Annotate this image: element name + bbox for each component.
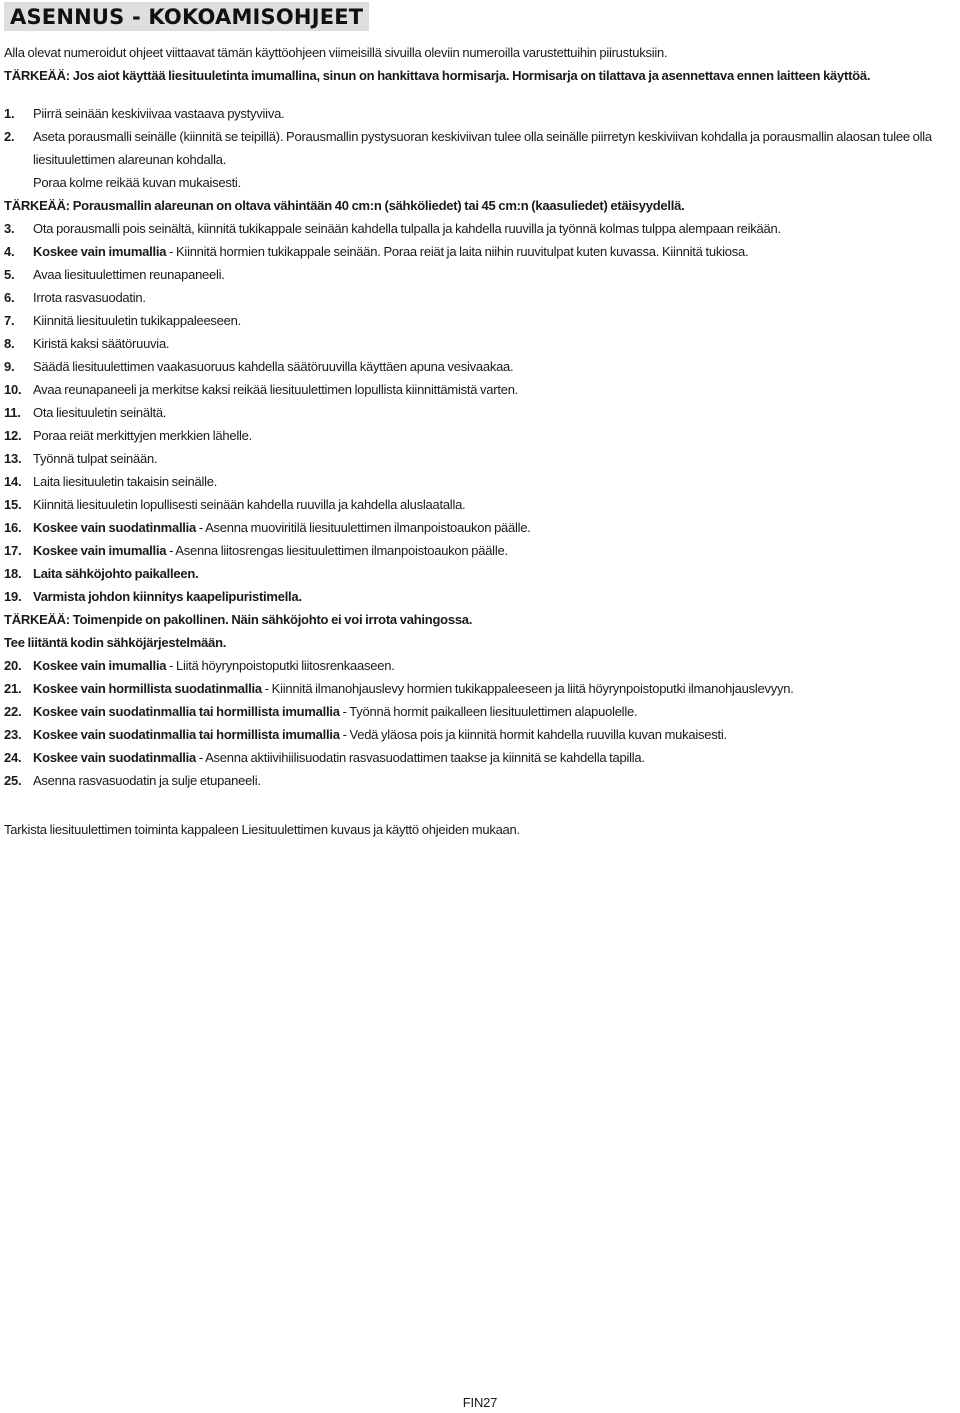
step-body (33, 401, 956, 424)
step-body (33, 240, 956, 263)
step-item (4, 516, 956, 539)
step-body (33, 378, 956, 401)
step-number: 16. (4, 520, 22, 535)
step-text: - Asenna liitosrengas liesituulettimen ilmanpoistoaukon päälle. (166, 543, 508, 558)
step-number: 20. (4, 658, 22, 673)
closing-text: Tarkista liesituulettimen toiminta kappaleen Liesituulettimen kuvaus ja käyttö ohjeiden mukaan. (4, 822, 520, 837)
step-text: Aseta porausmalli seinälle (kiinnitä se teipillä). Porausmallin pystysuoran keskiviivan tulee olla seinälle piirretyn keskiviivan kohdalla ja porausmallin alaosan tulee olla liesituulettimen alareunan kohdalla. (33, 129, 932, 167)
step-body (33, 723, 956, 746)
step-body (33, 585, 956, 608)
step-condition: Koskee vain suodatinmallia tai hormillista imumallia (33, 704, 340, 719)
important-notice: TÄRKEÄÄ: Toimenpide on pakollinen. Näin sähköjohto ei voi irrota vahingossa. (4, 612, 473, 627)
step-text: - Työnnä hormit paikalleen liesituulettimen alapuolelle. (339, 704, 638, 719)
step-number: 1. (4, 106, 15, 121)
step-item (4, 378, 956, 401)
step-condition: Koskee vain imumallia (33, 543, 167, 558)
intro-important (4, 64, 956, 87)
step-number: 15. (4, 497, 22, 512)
step-item (4, 769, 956, 792)
step-number: 9. (4, 359, 15, 374)
step-number: 23. (4, 727, 22, 742)
important-notice: Tee liitäntä kodin sähköjärjestelmään. (4, 635, 227, 650)
step-text: - Asenna muoviritilä liesituulettimen ilmanpoistoaukon päälle. (196, 520, 531, 535)
step-number: 21. (4, 681, 22, 696)
step-item (4, 125, 956, 171)
steps-list (4, 102, 956, 792)
step-item (4, 539, 956, 562)
step-text: - Kiinnitä hormien tukikappale seinään. Poraa reiät ja laita niihin ruuvitulpat kuten kuvassa. Kiinnitä tukiosa. (166, 244, 749, 259)
step-item (4, 401, 956, 424)
step-body (33, 424, 956, 447)
intro-text: Alla olevat numeroidut ohjeet viittaavat tämän käyttöohjeen viimeisillä sivuilla oleviin numeroilla varustettuihin piirustuksiin. (4, 45, 668, 60)
step-number: 5. (4, 267, 15, 282)
step-body (33, 493, 956, 516)
step-body (33, 516, 956, 539)
step-text: Avaa reunapaneeli ja merkitse kaksi reikää liesituulettimen lopullista kiinnittämistä varten. (33, 382, 519, 397)
step-number: 13. (4, 451, 22, 466)
instructions-content (4, 41, 956, 841)
step-text: - Vedä yläosa pois ja kiinnitä hormit kahdella ruuvilla kuvan mukaisesti. (339, 727, 727, 742)
step-text: Säädä liesituulettimen vaakasuoruus kahdella säätöruuvilla käyttäen apuna vesivaakaa. (33, 359, 514, 374)
step-number: 7. (4, 313, 15, 328)
important-notice: TÄRKEÄÄ: Porausmallin alareunan on oltava vähintään 40 cm:n (sähköliedet) tai 45 cm:n (kaasuliedet) etäisyydellä. (4, 198, 685, 213)
step-item (4, 677, 956, 700)
step-text: Asenna rasvasuodatin ja sulje etupaneeli. (33, 773, 261, 788)
step-number: 18. (4, 566, 22, 581)
step-condition: Koskee vain suodatinmallia (33, 520, 197, 535)
step-text: - Asenna aktiivihiilisuodatin rasvasuodattimen taakse ja kiinnitä se kahdella tapilla. (196, 750, 645, 765)
step-body (33, 539, 956, 562)
step-condition: Koskee vain hormillista suodatinmallia (33, 681, 262, 696)
step-item (4, 654, 956, 677)
step-body (33, 355, 956, 378)
step-body (33, 125, 956, 171)
important-text: Jos aiot käyttää liesituuletinta imumallina, sinun on hankittava hormisarja. Hormisarja on tilattava ja asennettava ennen laitteen käyttöä. (69, 68, 871, 83)
step-number: 10. (4, 382, 22, 397)
important-label: TÄRKEÄÄ: (4, 68, 70, 83)
step-item (4, 263, 956, 286)
step-item (4, 746, 956, 769)
step-condition: Koskee vain suodatinmallia tai hormillista imumallia (33, 727, 340, 742)
step-item (4, 585, 956, 608)
step-item (4, 562, 956, 585)
step-number: 4. (4, 244, 15, 259)
step-item (4, 470, 956, 493)
step-condition: Koskee vain suodatinmallia (33, 750, 197, 765)
step-item (4, 286, 956, 309)
step-subtext: Poraa kolme reikää kuvan mukaisesti. (33, 175, 241, 190)
step-body (33, 309, 956, 332)
step-condition: Koskee vain imumallia (33, 244, 167, 259)
step-text: Poraa reiät merkittyjen merkkien lähelle. (33, 428, 252, 443)
step-number: 22. (4, 704, 22, 719)
step-body (33, 700, 956, 723)
step-number: 8. (4, 336, 15, 351)
step-text: Kiinnitä liesituuletin tukikappaleeseen. (33, 313, 241, 328)
step-item (4, 700, 956, 723)
step-text: Työnnä tulpat seinään. (33, 451, 158, 466)
step-number: 12. (4, 428, 22, 443)
step-body (33, 769, 956, 792)
step-item (4, 447, 956, 470)
step-item (4, 240, 956, 263)
step-text: Piirrä seinään keskiviivaa vastaava pystyviiva. (33, 106, 285, 121)
step-text: Avaa liesituulettimen reunapaneeli. (33, 267, 225, 282)
step-item (4, 332, 956, 355)
step-text: Kiinnitä liesituuletin lopullisesti seinään kahdella ruuvilla ja kahdella aluslaatalla. (33, 497, 466, 512)
step-text: - Kiinnitä ilmanohjauslevy hormien tukikappaleeseen ja liitä höyrynpoistoputki ilmanohjauslevyyn. (261, 681, 794, 696)
step-condition: Laita sähköjohto paikalleen. (33, 566, 199, 581)
step-item (4, 309, 956, 332)
step-item (4, 217, 956, 240)
step-body (33, 654, 956, 677)
step-number: 2. (4, 129, 15, 144)
step-text: Laita liesituuletin takaisin seinälle. (33, 474, 218, 489)
step-condition: Varmista johdon kiinnitys kaapelipuristimella. (33, 589, 302, 604)
step-text: Kiristä kaksi säätöruuvia. (33, 336, 170, 351)
step-number: 19. (4, 589, 22, 604)
step-number: 17. (4, 543, 22, 558)
step-item (4, 493, 956, 516)
step-item (4, 723, 956, 746)
step-text: Ota porausmalli pois seinältä, kiinnitä tukikappale seinään kahdella tulpalla ja kahdella ruuvilla ja työnnä kolmas tulppa alempaan reikään. (33, 221, 781, 236)
step-number: 6. (4, 290, 15, 305)
step-text: Ota liesituuletin seinältä. (33, 405, 167, 420)
step-number: 14. (4, 474, 22, 489)
step-body (33, 470, 956, 493)
step-body (33, 263, 956, 286)
step-number: 11. (4, 405, 21, 420)
step-condition: Koskee vain imumallia (33, 658, 167, 673)
step-text: - Liitä höyrynpoistoputki liitosrenkaaseen. (166, 658, 395, 673)
step-body (33, 102, 956, 125)
step-number: 25. (4, 773, 22, 788)
step-body (33, 286, 956, 309)
step-item (4, 355, 956, 378)
step-body (33, 217, 956, 240)
page-number: FIN27 (462, 1395, 498, 1410)
step-body (33, 746, 956, 769)
step-body (33, 562, 956, 585)
step-body (33, 447, 956, 470)
step-number: 3. (4, 221, 15, 236)
step-body (33, 332, 956, 355)
step-text: Irrota rasvasuodatin. (33, 290, 146, 305)
step-number: 24. (4, 750, 22, 765)
page-title: ASENNUS - KOKOAMISOHJEET (4, 2, 369, 31)
step-item (4, 424, 956, 447)
step-item (4, 102, 956, 125)
step-body (33, 677, 956, 700)
